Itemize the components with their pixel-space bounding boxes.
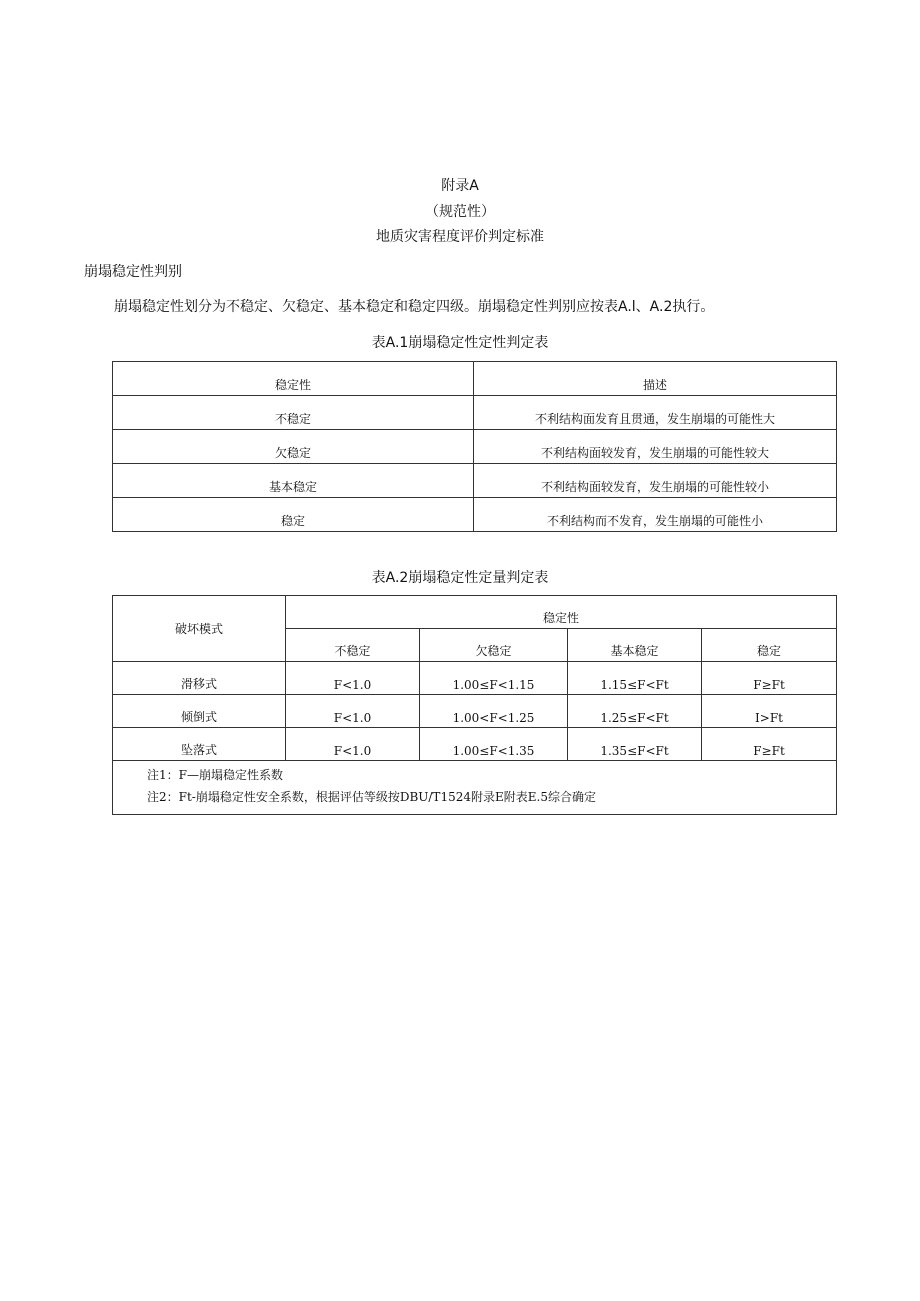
- appendix-normative-note: （规范性）: [425, 204, 495, 220]
- table-row: [113, 396, 837, 430]
- note-1: 注1：F—崩塌稳定性系数: [147, 768, 283, 782]
- stability-qualitative-table: [112, 361, 837, 532]
- table-cell: 不稳定: [113, 396, 474, 430]
- stability-header: 稳定性: [286, 596, 837, 629]
- table-cell: I>Ft: [702, 695, 837, 728]
- table1-caption: 表A.1崩塌稳定性定性判定表: [371, 335, 549, 351]
- appendix-title: 附录A: [441, 178, 479, 194]
- table-cell: 不利结构面较发育，发生崩塌的可能性较小: [474, 464, 837, 498]
- section-paragraph: 崩塌稳定性划分为不稳定、欠稳定、基本稳定和稳定四级。崩塌稳定性判别应按表A.l、A.2执行。: [114, 299, 715, 315]
- table-cell: 欠稳定: [113, 430, 474, 464]
- subheader-cell: 不稳定: [286, 629, 420, 662]
- table2-caption: 表A.2崩塌稳定性定量判定表: [371, 570, 549, 586]
- table-cell: 1.00≤F<1.15: [420, 662, 568, 695]
- header-cell: 稳定性: [113, 362, 474, 396]
- table-cell: 稳定: [113, 498, 474, 532]
- table-notes-row: [113, 761, 837, 815]
- subheader-cell: 欠稳定: [420, 629, 568, 662]
- section-heading: 崩塌稳定性判别: [84, 264, 182, 280]
- table-cell: F≥Ft: [702, 728, 837, 761]
- appendix-subtitle: 地质灾害程度评价判定标准: [376, 229, 544, 245]
- table-cell: 基本稳定: [113, 464, 474, 498]
- subheader-cell: 基本稳定: [568, 629, 702, 662]
- table-cell: 1.25≤F<Ft: [568, 695, 702, 728]
- table-row: [113, 498, 837, 532]
- table-notes: [113, 761, 837, 815]
- table-cell: 不利结构面发育且贯通，发生崩塌的可能性大: [474, 396, 837, 430]
- table-cell: 滑移式: [113, 662, 286, 695]
- table-row: [113, 728, 837, 761]
- table-cell: 1.00<F<1.25: [420, 695, 568, 728]
- table-cell: F<1.0: [286, 728, 420, 761]
- table-cell: 不利结构而不发育，发生崩塌的可能性小: [474, 498, 837, 532]
- table-cell: 1.35≤F<Ft: [568, 728, 702, 761]
- table-cell: 坠落式: [113, 728, 286, 761]
- table-cell: F<1.0: [286, 695, 420, 728]
- table-row: [113, 464, 837, 498]
- table-cell: 倾倒式: [113, 695, 286, 728]
- note-2: 注2：Ft-崩塌稳定性安全系数，根据评估等级按DBU/T1524附录E附表E.5综合确定: [147, 790, 596, 804]
- table-header-row: [113, 362, 837, 396]
- table-row: [113, 662, 837, 695]
- table-row: [113, 695, 837, 728]
- table-cell: 1.15≤F<Ft: [568, 662, 702, 695]
- table-cell: 不利结构面较发育，发生崩塌的可能性较大: [474, 430, 837, 464]
- table-row: [113, 430, 837, 464]
- subheader-cell: 稳定: [702, 629, 837, 662]
- table-cell: F≥Ft: [702, 662, 837, 695]
- header-cell: 描述: [474, 362, 837, 396]
- table-header-row: [113, 596, 837, 629]
- failure-mode-header: 破坏模式: [113, 596, 286, 662]
- stability-quantitative-table: [112, 595, 837, 815]
- table-cell: 1.00≤F<1.35: [420, 728, 568, 761]
- table-cell: F<1.0: [286, 662, 420, 695]
